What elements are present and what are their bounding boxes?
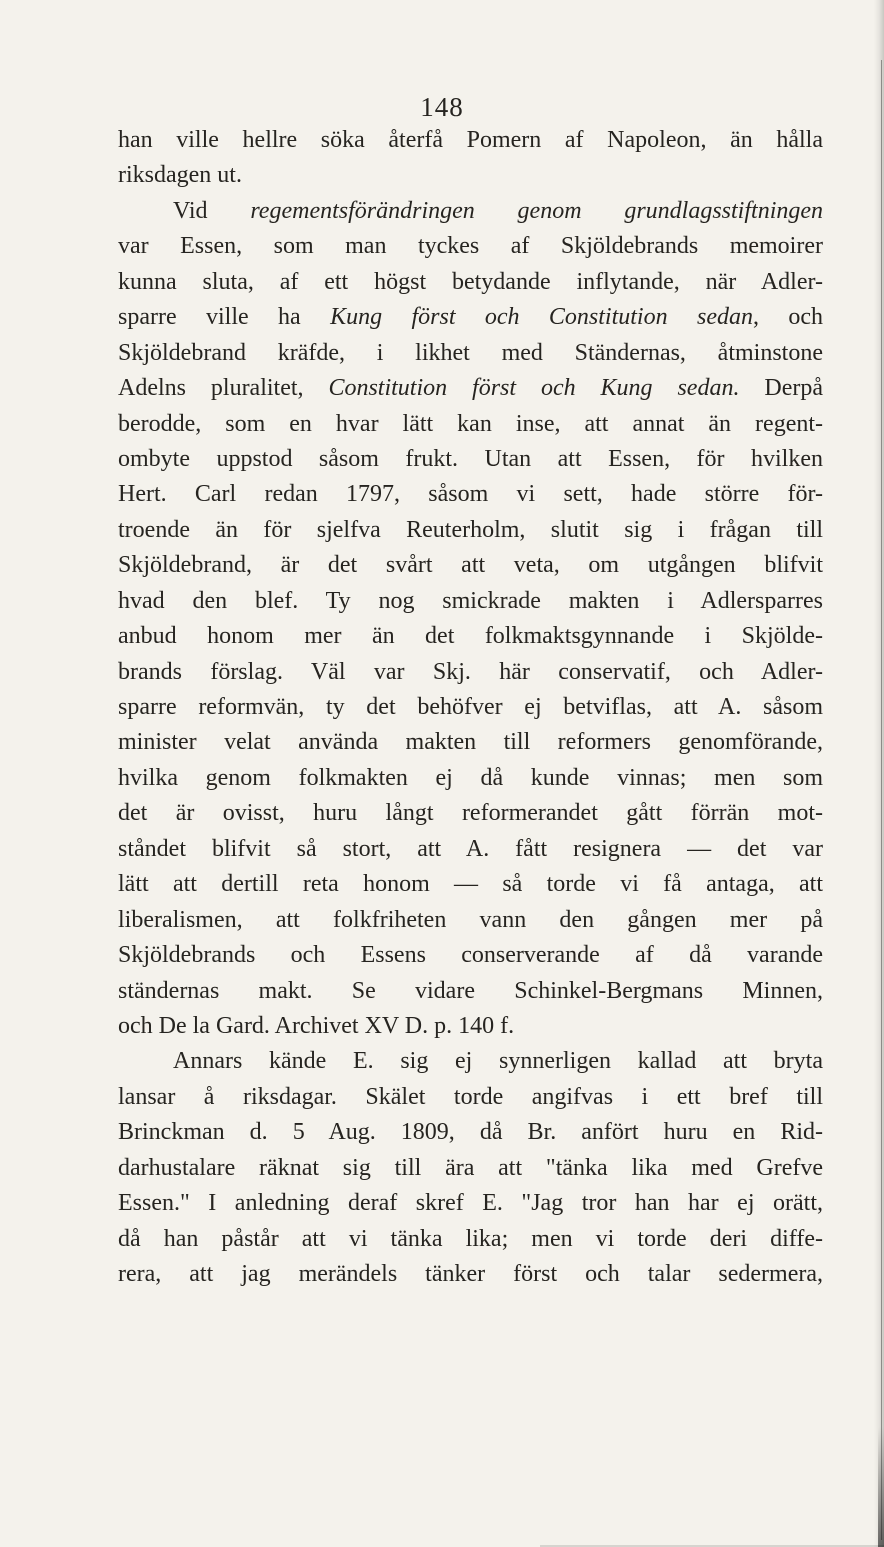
text-segment: brands förslag. Väl var Skj. här conservatif, och Adler- xyxy=(118,658,823,685)
text-segment: berodde, som en hvar lätt kan inse, att annat än regent- xyxy=(118,410,823,437)
text-line xyxy=(118,796,823,831)
text-line xyxy=(118,371,823,406)
text-segment: rera, att jag merändels tänker först och talar sedermera, xyxy=(118,1261,823,1287)
italic-phrase: regementsförändringen genom grundlagsstiftningen xyxy=(250,197,824,224)
body-text xyxy=(118,123,823,1292)
text-segment: Brinckman d. 5 Aug. 1809, då Br. anfört huru en Rid- xyxy=(118,1119,823,1146)
page-edge-line xyxy=(881,60,882,1540)
text-segment: hvad den blef. Ty nog smickrade makten i Adlersparres xyxy=(118,587,823,614)
text-segment: , och xyxy=(752,304,824,331)
text-segment: Adelns pluralitet, xyxy=(118,375,329,402)
text-line xyxy=(118,442,823,477)
text-line xyxy=(118,690,823,725)
text-segment: lätt att dertill reta honom — så torde vi få antaga, att xyxy=(118,871,823,898)
text-segment: Annars kände E. sig ej synnerligen kallad att bryta xyxy=(173,1048,823,1075)
text-segment: minister velat använda makten till reformers genomförande, xyxy=(118,729,823,756)
text-segment: Skjöldebrand kräfde, i likhet med Ständernas, åtminstone xyxy=(118,339,823,366)
text-segment: hvilka genom folkmakten ej då kunde vinnas; men som xyxy=(118,764,823,791)
page-edge-shadow xyxy=(874,0,884,1547)
text-segment: riksdagen ut. xyxy=(118,162,242,189)
text-line xyxy=(118,513,823,548)
text-line xyxy=(118,229,823,264)
text-line xyxy=(118,867,823,902)
text-segment: Derpå xyxy=(739,375,823,402)
text-line xyxy=(118,832,823,867)
text-line xyxy=(118,1009,823,1044)
text-line xyxy=(118,584,823,619)
text-segment: Skjöldebrands och Essens conserverande af då varande xyxy=(118,942,823,969)
text-segment: anbud honom mer än det folkmaktsgynnande i Skjölde- xyxy=(118,623,823,650)
text-segment: ständernas makt. Se vidare Schinkel-Bergmans Minnen, xyxy=(118,977,823,1004)
text-line xyxy=(118,619,823,654)
text-segment: sparre ville ha xyxy=(118,304,331,331)
text-segment: ombyte uppstod såsom frukt. Utan att Essen, för hvilken xyxy=(118,445,823,472)
text-line xyxy=(118,903,823,938)
text-segment: sparre reformvän, ty det behöfver ej betviflas, att A. såsom xyxy=(118,694,823,720)
text-line xyxy=(118,974,823,1009)
text-segment: liberalismen, att folkfriheten vann den gången mer på xyxy=(118,906,823,933)
text-line xyxy=(118,336,823,371)
text-segment: Vid xyxy=(173,197,251,224)
text-segment: darhustalare räknat sig till ära att "tänka lika med Grefve xyxy=(118,1154,823,1181)
text-line xyxy=(118,158,823,193)
text-segment: troende än för sjelfva Reuterholm, slutit sig i frågan till xyxy=(118,516,823,543)
text-segment: kunna sluta, af ett högst betydande inflytande, när Adler- xyxy=(118,268,823,295)
page-corner-mark xyxy=(878,1427,884,1547)
text-line xyxy=(118,1080,823,1115)
text-line xyxy=(118,938,823,973)
text-line xyxy=(118,300,823,335)
text-line xyxy=(118,123,823,158)
text-line xyxy=(118,1257,823,1292)
text-line xyxy=(118,1222,823,1257)
text-line xyxy=(118,725,823,760)
text-line xyxy=(118,265,823,300)
text-segment: lansar å riksdagar. Skälet torde angifvas i ett bref till xyxy=(118,1083,823,1110)
text-segment: var Essen, som man tyckes af Skjöldebrands memoirer xyxy=(118,233,823,260)
page-number: 148 xyxy=(420,92,464,122)
text-segment: han ville hellre söka återfå Pomern af Napoleon, än hålla xyxy=(118,127,823,153)
text-segment: då han påstår att vi tänka lika; men vi torde deri diffe- xyxy=(118,1225,823,1252)
italic-phrase: Constitution först och Kung sedan. xyxy=(328,375,740,402)
text-line xyxy=(118,1186,823,1221)
text-segment: det är ovisst, huru långt reformerandet gått förrän mot- xyxy=(118,800,823,827)
text-line xyxy=(118,477,823,512)
text-segment: Essen." I anledning deraf skref E. "Jag tror han har ej orätt, xyxy=(118,1190,823,1217)
text-segment: och De la Gard. Archivet XV D. p. 140 f. xyxy=(118,1012,515,1039)
text-segment: ståndet blifvit så stort, att A. fått resignera — det var xyxy=(118,835,823,862)
text-line xyxy=(118,194,823,229)
text-line xyxy=(118,407,823,442)
text-segment: Skjöldebrand, är det svårt att veta, om utgången blifvit xyxy=(118,552,823,579)
text-line xyxy=(118,1115,823,1150)
italic-phrase: Kung först och Constitution sedan xyxy=(330,304,753,331)
text-line xyxy=(118,1044,823,1079)
text-line xyxy=(118,1151,823,1186)
text-segment: Hert. Carl redan 1797, såsom vi sett, hade större för- xyxy=(118,481,823,508)
text-line xyxy=(118,761,823,796)
text-line xyxy=(118,548,823,583)
text-line xyxy=(118,655,823,690)
